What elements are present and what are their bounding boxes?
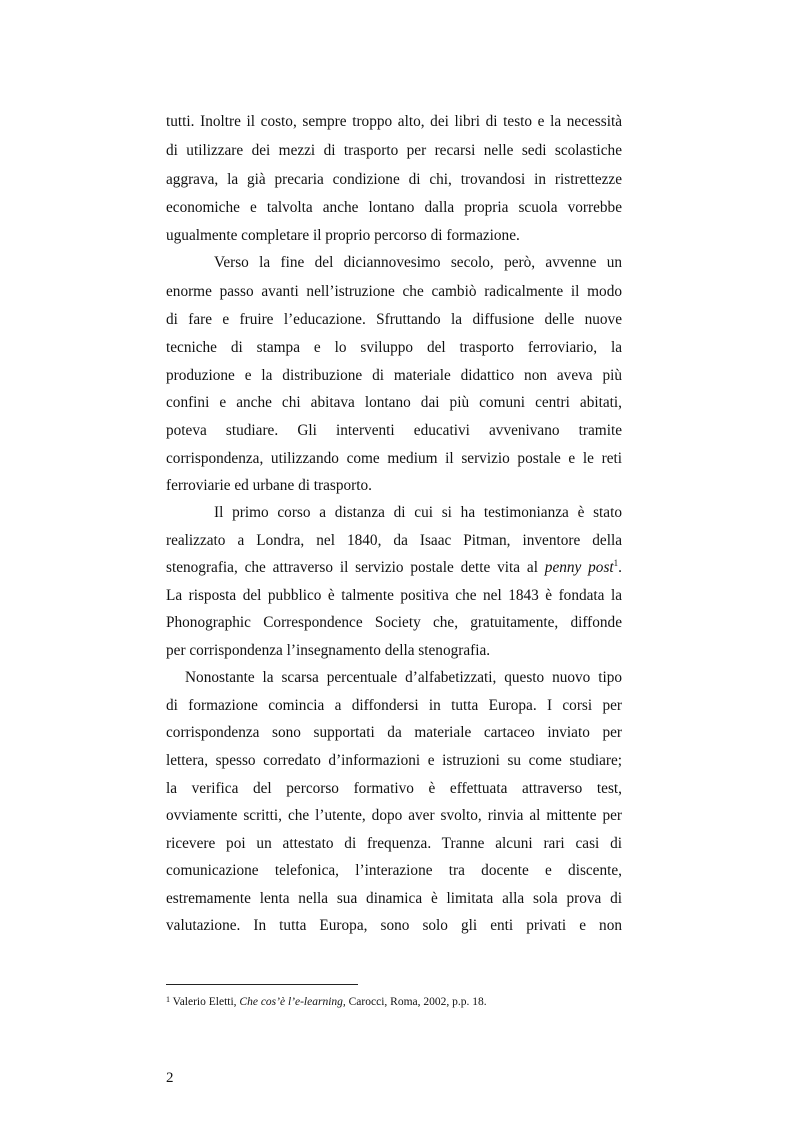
footnote-separator <box>166 984 358 985</box>
text-line: valutazione. In tutta Europa, sono solo gli enti privati e non <box>166 917 622 934</box>
text-line: la verifica del percorso formativo è effettuata attraverso test, <box>166 780 622 797</box>
text-line: di utilizzare dei mezzi di trasporto per recarsi nelle sedi scolastiche <box>166 142 622 159</box>
text-segment: stenografia, che attraverso il servizio postale dette vita al <box>166 559 538 576</box>
text-line: comunicazione telefonica, l’interazione tra docente e discente, <box>166 862 622 879</box>
text-line: Verso la fine del diciannovesimo secolo, però, avvenne un <box>214 254 622 271</box>
text-line: ricevere poi un attestato di frequenza. Tranne alcuni rari casi di <box>166 835 622 852</box>
text-line: ovviamente scritti, che l’utente, dopo aver svolto, rinvia al mittente per <box>166 807 622 824</box>
text-line-with-footnote-ref <box>166 558 622 578</box>
text-line: per corrispondenza l’insegnamento della stenografia. <box>166 642 491 659</box>
page-number: 2 <box>166 1070 174 1086</box>
text-line: enorme passo avanti nell’istruzione che cambiò radicalmente il modo <box>166 283 622 300</box>
text-line: La risposta del pubblico è talmente positiva che nel 1843 è fondata la <box>166 587 622 604</box>
text-line: Phonographic Correspondence Society che, gratuitamente, diffonde <box>166 614 622 631</box>
text-line: estremamente lenta nella sua dinamica è limitata alla sola prova di <box>166 890 622 907</box>
text-line: produzione e la distribuzione di materiale didattico non aveva più <box>166 367 622 384</box>
footnote-reference[interactable]: 1 <box>613 558 619 568</box>
footnote-marker: 1 <box>166 995 170 1004</box>
text-line: poteva studiare. Gli interventi educativi avvenivano tramite <box>166 422 622 439</box>
text-line: ferroviarie ed urbane di trasporto. <box>166 477 372 494</box>
text-line: corrispondenza, utilizzando come medium il servizio postale e le reti <box>166 450 622 467</box>
footnote-author: Valerio Eletti, <box>172 996 237 1008</box>
text-line: economiche e talvolta anche lontano dalla propria scuola vorrebbe <box>166 199 622 216</box>
text-line: realizzato a Londra, nel 1840, da Isaac Pitman, inventore della <box>166 532 622 549</box>
footnote-publication: Carocci, Roma, 2002, p.p. 18. <box>348 996 487 1008</box>
text-line: di formazione comincia a diffondersi in tutta Europa. I corsi per <box>166 697 622 714</box>
text-line: confini e anche chi abitava lontano dai più comuni centri abitati, <box>166 394 622 411</box>
text-line: tutti. Inoltre il costo, sempre troppo alto, dei libri di testo e la necessità <box>166 113 622 130</box>
text-line: corrispondenza sono supportati da materiale cartaceo inviato per <box>166 724 622 741</box>
text-line: lettera, spesso corredato d’informazioni e istruzioni su come studiare; <box>166 752 622 769</box>
text-line: di fare e fruire l’educazione. Sfruttando la diffusione delle nuove <box>166 311 622 328</box>
italic-term: penny post <box>544 559 614 576</box>
text-line: tecniche di stampa e lo sviluppo del trasporto ferroviario, la <box>166 339 622 356</box>
footnote-title: Che cos’è l’e-learning, <box>239 996 346 1008</box>
footnote <box>166 993 487 1009</box>
text-line: aggrava, la già precaria condizione di chi, trovandosi in ristrettezze <box>166 171 622 188</box>
text-line: ugualmente completare il proprio percorso di formazione. <box>166 227 520 244</box>
text-segment: . <box>618 559 622 576</box>
text-line: Il primo corso a distanza di cui si ha testimonianza è stato <box>214 504 622 521</box>
text-line: Nonostante la scarsa percentuale d’alfabetizzati, questo nuovo tipo <box>185 669 622 686</box>
